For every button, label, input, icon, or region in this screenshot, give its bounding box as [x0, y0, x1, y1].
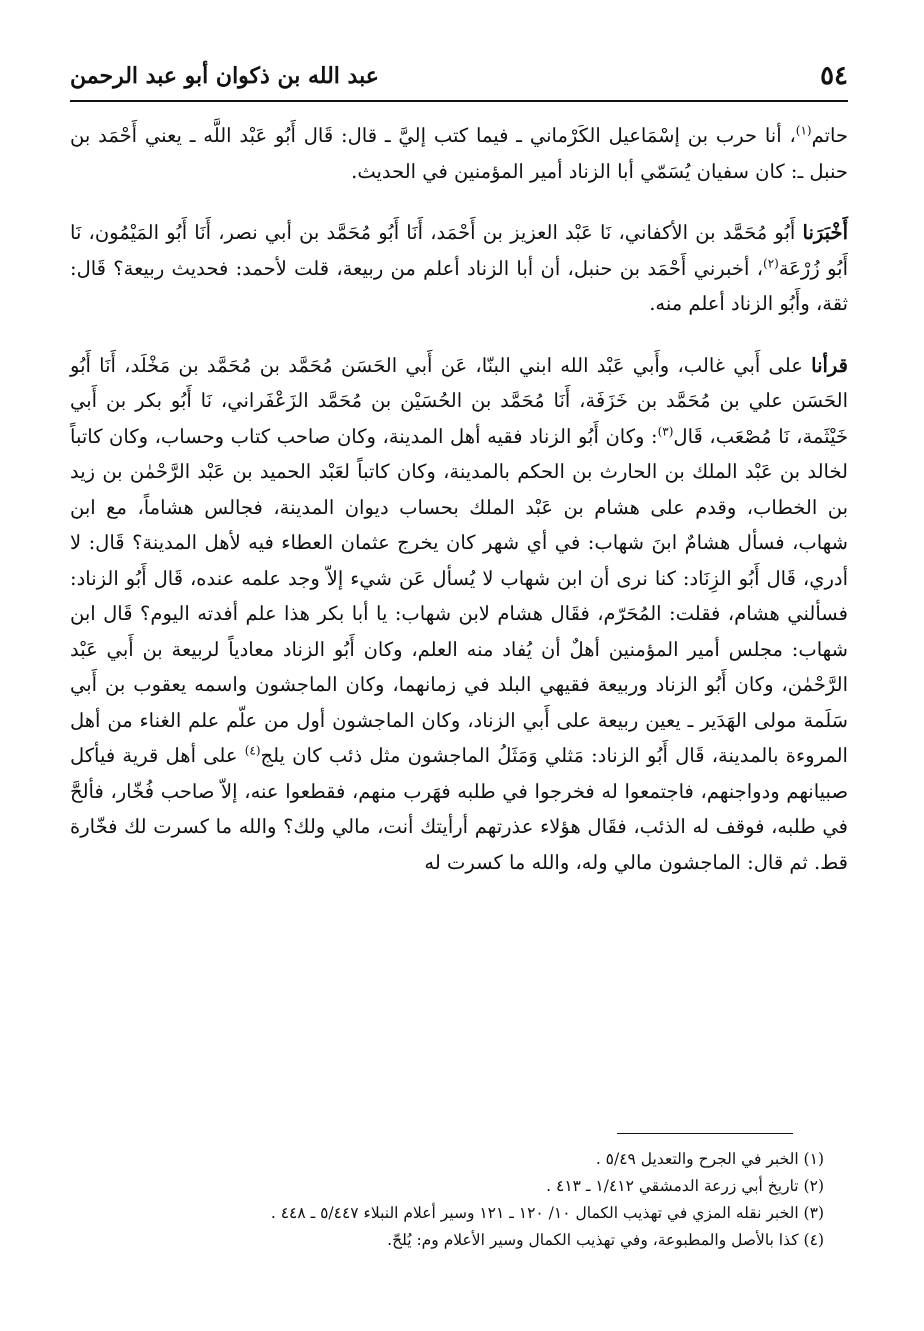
footnote-ref-1: (١) [795, 123, 812, 138]
paragraph-3-text-a: على أَبي غالب، وأَبي عَبْد الله ابني البنّا، عَن أَبي الحَسَن مُحَمَّد بن مُحَمَّد بن مَخْلَد، أَنَا أَبُو الحَسَن علي بن مُحَمَّد بن خَزَفَة، أَنَا مُحَمَّد بن الحُسَيْن بن مُحَمَّد الزَعْفَراني، نَا أَبُو بكر بن أَبي خَيْثَمة، نَا مُصْعَب، قَال [70, 353, 849, 448]
footnote-3: (٣) الخبر نقله المزي في تهذيب الكمال ١٠/ ١٢٠ ـ ١٢١ وسير أعلام النبلاء ٥/٤٤٧ ـ ٤٤٨ . [270, 1204, 824, 1222]
footnote-rule [617, 1133, 793, 1134]
footnotes [100, 1146, 824, 1254]
page-header [70, 56, 848, 96]
footnote-ref-2: (٢) [763, 256, 779, 270]
footnote-ref-4: (٤) [244, 743, 261, 758]
paragraph-2 [70, 215, 848, 322]
header-rule [70, 100, 848, 102]
paragraph-1 [70, 118, 848, 189]
running-title: عبد الله بن ذكوان أبو عبد الرحمن [70, 63, 379, 89]
footnote-ref-3: (٣) [657, 424, 674, 438]
paragraph-2-text-a: أَبُو مُحَمَّد بن الأكفاني، نَا عَبْد العزيز بن أَحْمَد، أَنَا أَبُو مُحَمَّد بن أبي نصر، أَنَا أَبُو المَيْمُون، نَا أَبُو زُرْعَة [70, 221, 848, 280]
paragraph-1-text-b: ، أنا حرب بن إسْمَاعيل الكَرْماني ـ فيما كتب إليَّ ـ قال: قَال أَبُو عَبْد اللَّه ـ يعني أَحْمَد بن حنبل ـ: كان سفيان يُسَمّي أبا الزناد أمير المؤمنين في الحديث. [70, 124, 848, 183]
paragraph-3-text-c: على أهل قرية فيأكل صبيانهم ودواجنهم، فاجتمعوا له فخرجوا في طلبه فهَرب منهم، فقطعوا عنه، إلاّ صاحب فُخّار، فألحَّ في طلبه، فوقف له الذئب، فقَال هؤلاء عذرتهم أرأيتك أنت، مالي ولك؟ والله ما كسرت لك فخّارة قط. ثم قال: الماجشون مالي وله، والله ما كسرت له [70, 744, 848, 874]
paragraph-2-text-b: ، أخبرني أَحْمَد بن حنبل، أن أبا الزناد أعلم من ربيعة، قلت لأحمد: فحديث ربيعة؟ قَال: ثقة، وأَبُو الزناد أعلم منه. [70, 256, 848, 315]
paragraph-3-lead-word: قرأنا [811, 353, 848, 377]
footnote-1: (١) الخبر في الجرح والتعديل ٥/٤٩ . [595, 1150, 824, 1168]
footnote-2: (٢) تاريخ أبي زرعة الدمشقي ١/٤١٢ ـ ٤١٣ . [546, 1177, 824, 1195]
page-number: ٥٤ [820, 61, 848, 91]
footnote-4: (٤) كذا بالأصل والمطبوعة، وفي تهذيب الكمال وسير الأعلام وم: يُلحّ. [387, 1231, 824, 1249]
paragraph-1-text-a: حاتم [811, 124, 848, 147]
paragraph-2-lead-word: أَخْبَرَنا [802, 221, 848, 244]
main-text [70, 118, 848, 906]
paragraph-3-text-b: : وكان أَبُو الزناد فقيه أهل المدينة، وكان صاحب كتاب وحساب، وكان كاتباً لخالد بن عَبْد الملك بن الحارث بن الحكم بالمدينة، وكان كاتباً لعَبْد الحميد بن عَبْد الرَّحْمٰن بن زيد بن الخطاب، وقدم على هشام بن عَبْد الملك بحساب ديوان المدينة، فجالس هشاماً، مع ابن شهاب، فسأل هشامٌ ابنَ شهاب: في أي شهر كان يخرج عثمان العطاء فيه لأهل المدينة؟ قَال: لا أدري، قَال أَبُو الزِنَاد: كنا نرى أن ابن شهاب لا يُسأل عَن شيء إلاّ وجد علمه عنده، قَال أَبُو الزناد: فسألني هشام، فقلت: المُحَرّم، فقَال هشام لابن شهاب: يا أبا بكر هذا علم أفدته اليوم؟ قَال ابن شهاب: مجلس أمير المؤمنين أهلٌ أن يُفاد منه العلم، وكان أَبُو الزناد معادياً لربيعة بن أَبي عَبْد الرَّحْمٰن، وكان أَبُو الزناد وربيعة فقيهي البلد في زمانهما، وكان الماجشون واسمه يعقوب بن أَبي سَلَمة مولى الهَدَير ـ يعين ربيعة على أَبي الزناد، وكان الماجشون أول من علّم علم الغناء من أهل المروءة بالمدينة، قَال أَبُو الزناد: مَثلي وَمَثَلُ الماجشون مثل ذئب كان يلج [70, 424, 848, 767]
paragraph-3 [70, 348, 848, 881]
